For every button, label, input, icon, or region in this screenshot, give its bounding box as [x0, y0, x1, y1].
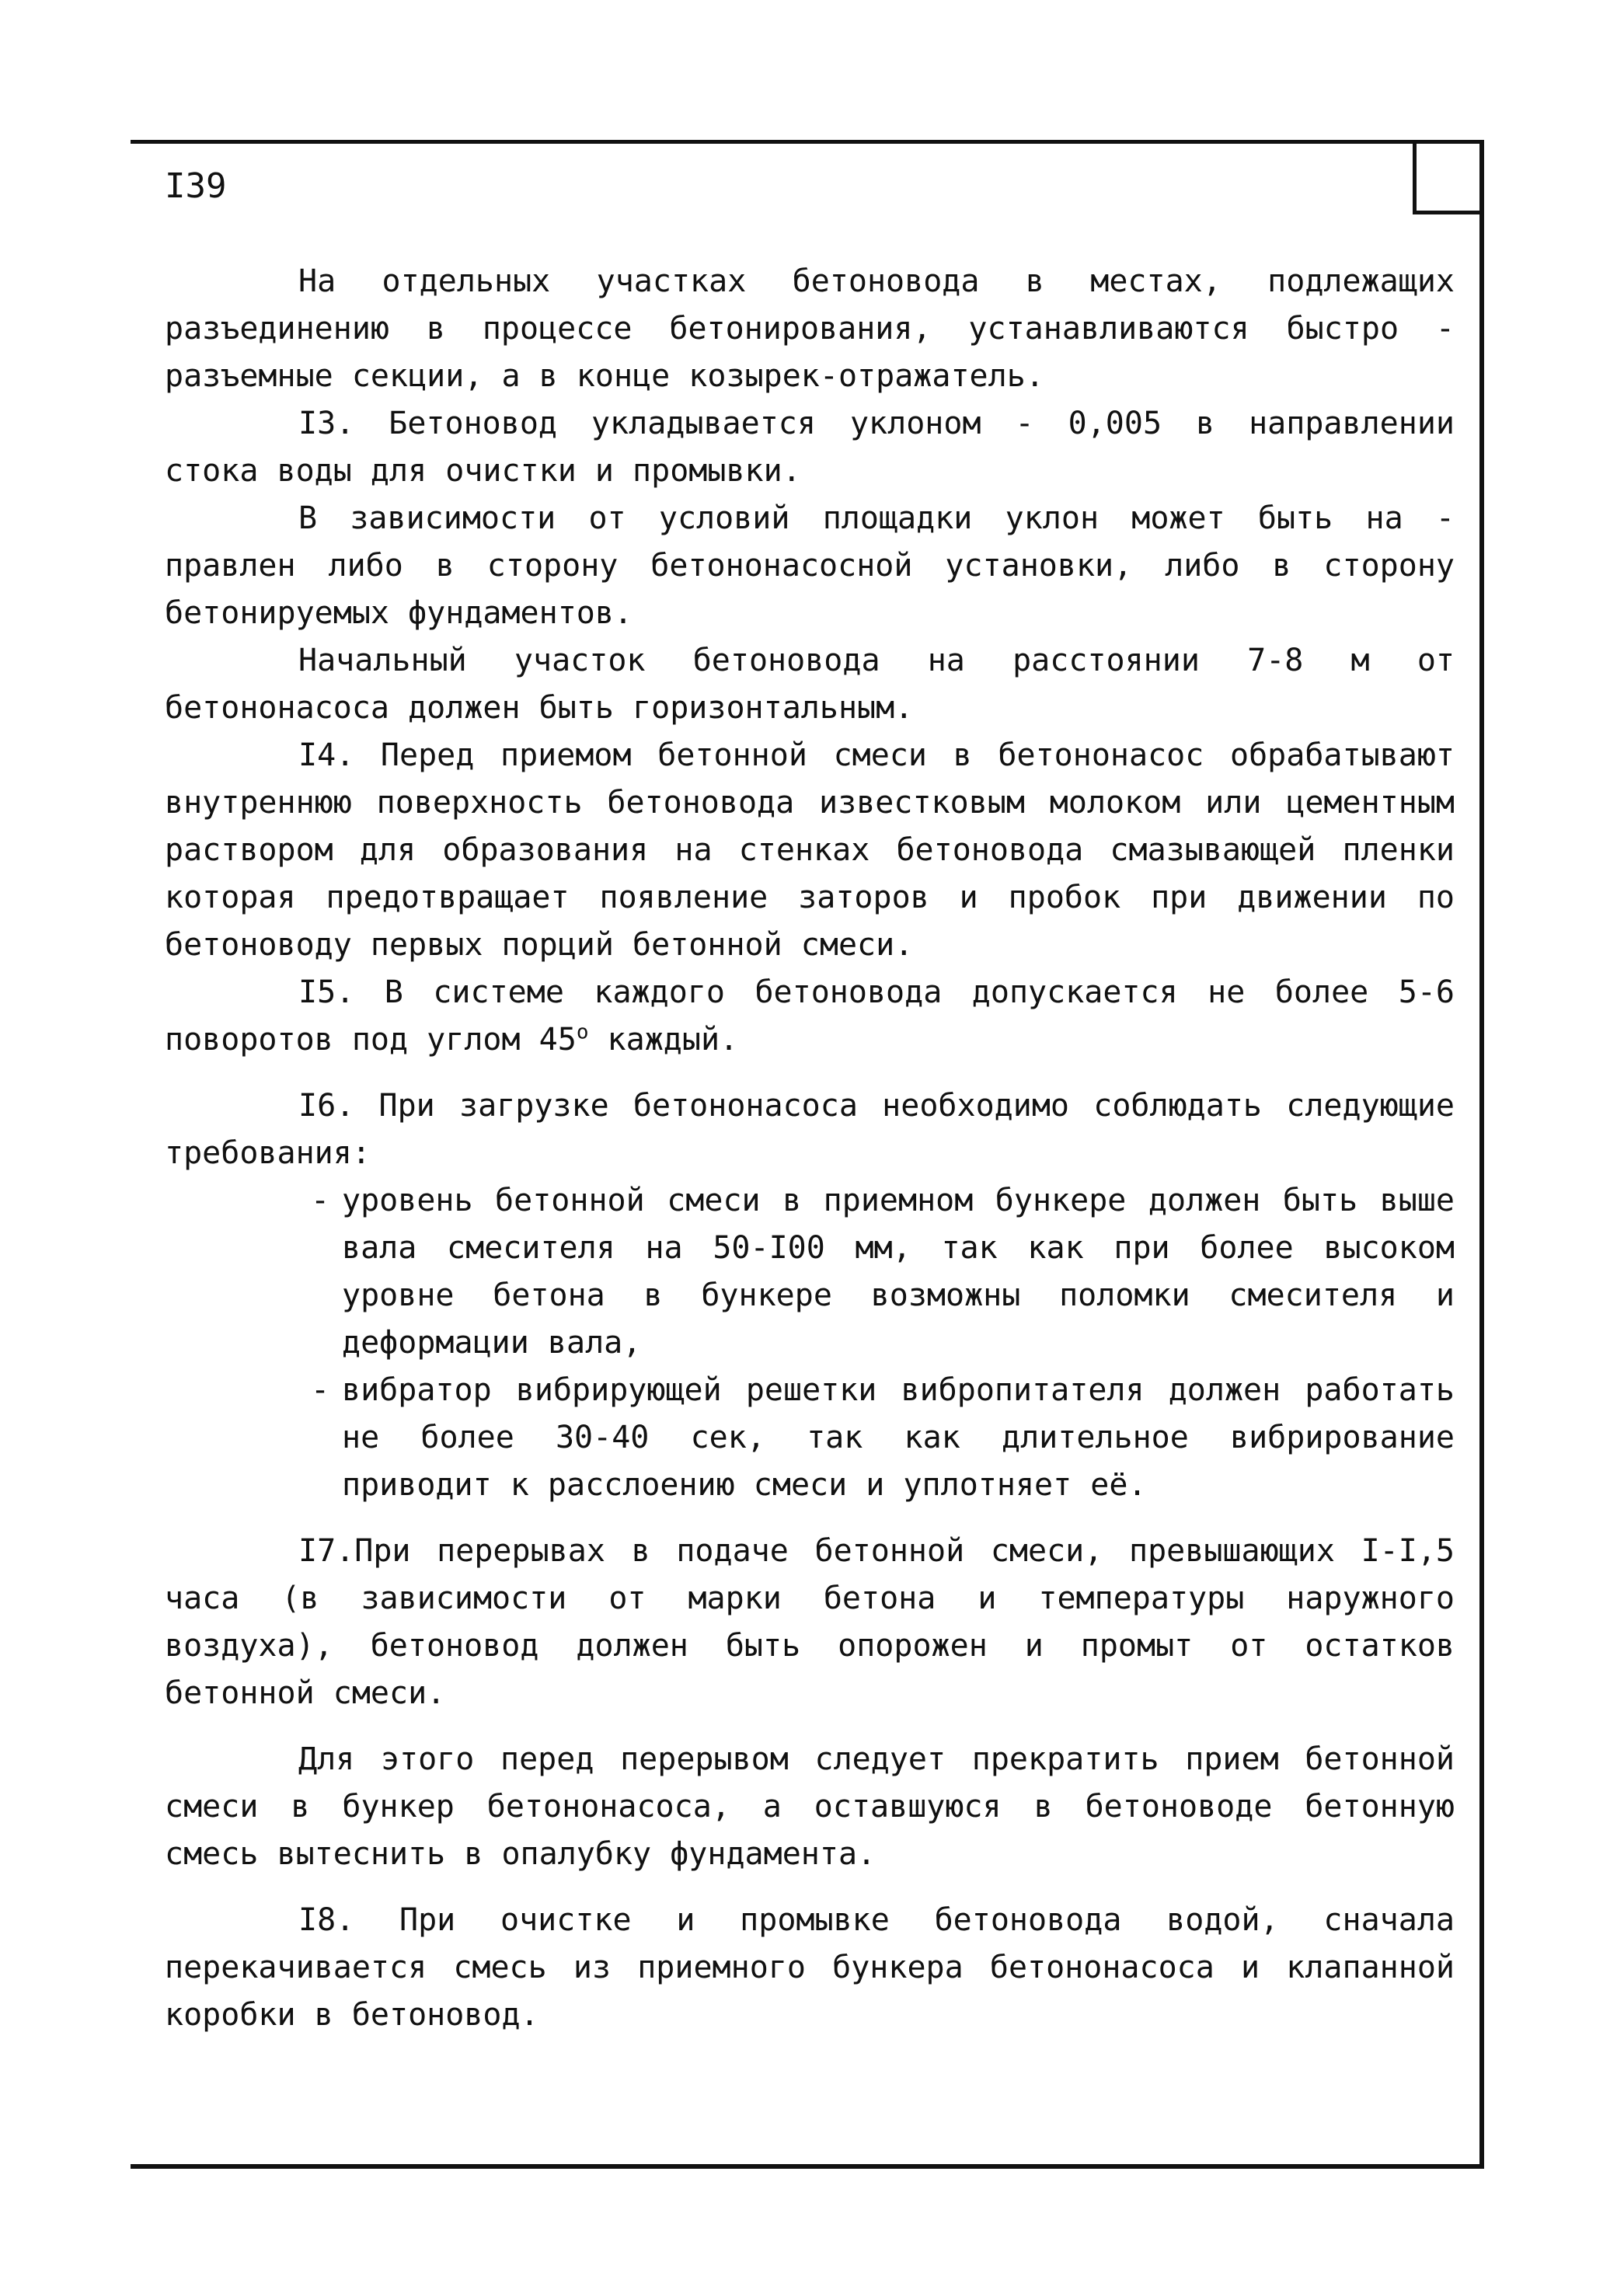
list-dash: -: [311, 1183, 330, 1218]
page-frame-bottom-border: [131, 2164, 1484, 2169]
list-dash: -: [311, 1372, 330, 1408]
section-16-intro: I6. При загрузке бетононасоса необходимо соблюдать следующие требования:: [165, 1088, 1455, 1171]
list-item-text: вибратор вибрирующей решетки вибропитателя должен работать не более 30-40 сек, так как длительное вибрирование приводит к расслоению смеси и уплотняет её.: [342, 1372, 1455, 1503]
page-frame-right-border: [1479, 140, 1484, 2164]
paragraph-text: каждый.: [588, 1022, 739, 1058]
paragraph: I8. При очистке и промывке бетоновода водой, сначала перекачивается смесь из приемного бункера бетононасоса и клапанной коробки в бетоновод.: [165, 1902, 1455, 2033]
paragraph: Для этого перед перерывом следует прекратить прием бетонной смеси в бункер бетононасоса, а оставшуюся в бетоноводе бетонную смесь вытеснить в опалубку фундамента.: [165, 1741, 1455, 1872]
paragraph: [165, 969, 1455, 1064]
corner-stamp-box: [1413, 143, 1481, 214]
paragraph: Начальный участок бетоновода на расстоянии 7-8 м от бетононасоса должен быть горизонтальным.: [165, 643, 1455, 726]
list-item: [165, 1177, 1455, 1367]
paragraph: На отдельных участках бетоновода в местах, подлежащих разъединению в процессе бетонирования, устанавливаются быстро - разъемные секции, а в конце козырек-отражатель.: [165, 263, 1455, 394]
document-body: [165, 258, 1455, 2039]
paragraph: I4. Перед приемом бетонной смеси в бетононасос обрабатывают внутреннюю поверхность бетоновода известковым молоком или цементным раствором для образования на стенках бетоновода смазывающей пленки которая предотвращает появление заторов и пробок при движении по бетоноводу первых порций бетонной смеси.: [165, 737, 1455, 963]
requirements-list: [165, 1177, 1455, 1509]
paragraph-text: I5. В системе каждого бетоновода допускается не более 5-6 поворотов под углом 45: [165, 974, 1455, 1058]
list-item: [165, 1367, 1455, 1509]
degree-superscript: о: [576, 1020, 589, 1044]
paragraph: В зависимости от условий площадки уклон может быть на - правлен либо в сторону бетононасосной установки, либо в сторону бетонируемых фундаментов.: [165, 500, 1455, 631]
page-number: I39: [165, 166, 227, 206]
paragraph: I7.При перерывах в подаче бетонной смеси, превышающих I-I,5 часа (в зависимости от марки бетона и температуры наружного воздуха), бетоновод должен быть опорожен и промыт от остатков бетонной смеси.: [165, 1533, 1455, 1711]
paragraph: I3. Бетоновод укладывается уклоном - 0,005 в направлении стока воды для очистки и промывки.: [165, 406, 1455, 489]
list-item-text: уровень бетонной смеси в приемном бункере должен быть выше вала смесителя на 50-I00 мм, так как при более высоком уровне бетона в бункере возможны поломки смесителя и деформации вала,: [342, 1183, 1455, 1361]
page-frame-top-border: [131, 140, 1483, 144]
